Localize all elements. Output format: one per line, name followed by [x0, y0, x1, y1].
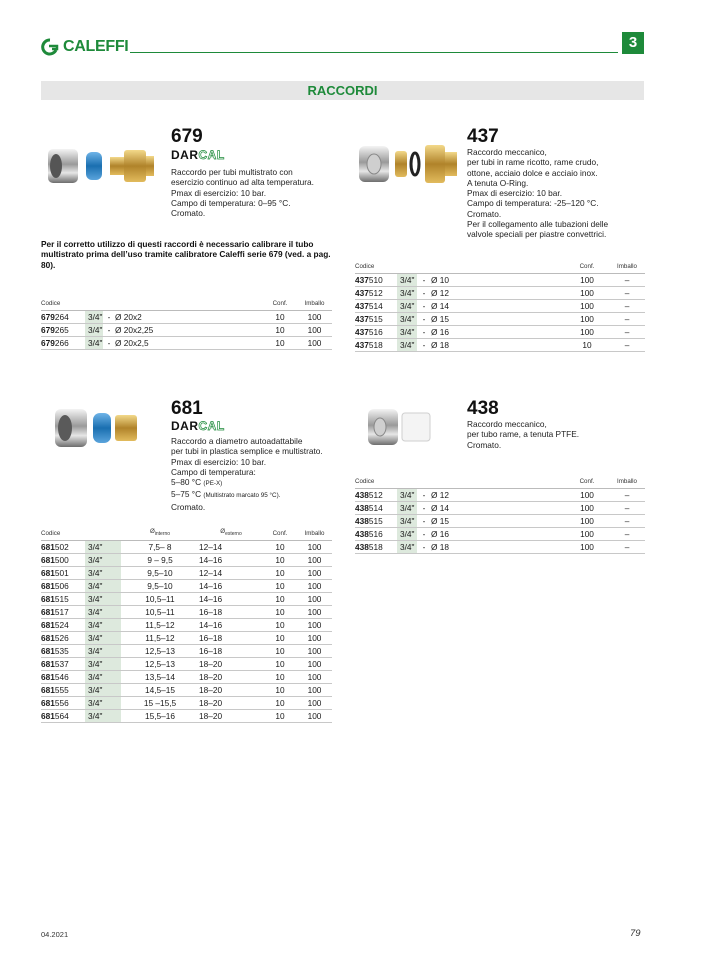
inner-diameter: 7,5– 8 [121, 541, 199, 554]
product-code: 681546 [41, 671, 85, 684]
product-code: 681535 [41, 645, 85, 658]
pipe-diameter: Ø 14 [431, 502, 565, 515]
conf-qty: 100 [565, 300, 609, 313]
imballo-qty: – [609, 502, 645, 515]
table-row [355, 287, 645, 300]
product-code: 438518 [355, 541, 397, 554]
conf-qty: 10 [263, 324, 297, 337]
imballo-qty: – [609, 339, 645, 352]
imballo-qty: – [609, 287, 645, 300]
product-code: 679265 [41, 324, 85, 337]
outer-diameter: 14–16 [199, 593, 263, 606]
product-code: 681526 [41, 632, 85, 645]
table-row [41, 554, 332, 567]
page-number: 79 [630, 928, 641, 939]
caleffi-logo [40, 38, 128, 56]
conf-qty: 10 [263, 337, 297, 350]
connection-size: 3/4" [397, 326, 417, 339]
pipe-diameter: Ø 15 [431, 515, 565, 528]
col-code: Codice [355, 478, 397, 489]
imballo-qty: – [609, 326, 645, 339]
inner-diameter: 11,5–12 [121, 632, 199, 645]
imballo-qty: 100 [297, 580, 332, 593]
col-conf: Conf. [263, 300, 297, 311]
imballo-qty: 100 [297, 619, 332, 632]
conf-qty: 100 [565, 313, 609, 326]
product-437-code: 437 [467, 126, 499, 147]
table-row [41, 710, 332, 723]
inner-diameter: 12,5–13 [121, 658, 199, 671]
connection-size: 3/4" [85, 541, 121, 554]
pipe-diameter: Ø 20x2 [115, 311, 263, 324]
section-bar [41, 81, 644, 100]
separator: - [417, 502, 431, 515]
connection-size: 3/4" [397, 300, 417, 313]
outer-diameter: 12–14 [199, 541, 263, 554]
product-679-image [46, 145, 156, 187]
table-row [355, 313, 645, 326]
inner-diameter: 14,5–15 [121, 684, 199, 697]
col-code: Codice [41, 300, 85, 311]
imballo-qty: 100 [297, 541, 332, 554]
imballo-qty: 100 [297, 632, 332, 645]
product-438-image [366, 405, 436, 449]
connection-size: 3/4" [85, 580, 121, 593]
table-row [41, 632, 332, 645]
inner-diameter: 9,5–10 [121, 567, 199, 580]
conf-qty: 100 [565, 502, 609, 515]
connection-size: 3/4" [397, 515, 417, 528]
product-681-code: 681 [171, 398, 203, 419]
product-681-image [53, 405, 143, 451]
product-code: 681502 [41, 541, 85, 554]
conf-qty: 10 [263, 671, 297, 684]
table-row [355, 489, 645, 502]
conf-qty: 10 [263, 632, 297, 645]
connection-size: 3/4" [85, 606, 121, 619]
conf-qty: 100 [565, 515, 609, 528]
product-679-table [41, 300, 332, 350]
conf-qty: 10 [263, 658, 297, 671]
pipe-diameter: Ø 14 [431, 300, 565, 313]
product-code: 681515 [41, 593, 85, 606]
table-row [41, 567, 332, 580]
table-row [355, 515, 645, 528]
inner-diameter: 13,5–14 [121, 671, 199, 684]
product-681-table [41, 528, 332, 723]
product-code: 681556 [41, 697, 85, 710]
outer-diameter: 16–18 [199, 632, 263, 645]
outer-diameter: 14–16 [199, 580, 263, 593]
connection-size: 3/4" [397, 528, 417, 541]
product-437-description: Raccordo meccanico, per tubi in rame ricotto, rame crudo, ottone, acciaio dolce e acciaio inox. A tenuta O-Ring. Pmax di esercizio: 10 bar. Campo di temperatura: -25–120 °C. Cromato. Per il collegamento alle tubazioni delle valvole speciali per piastre convettrici. [467, 147, 609, 240]
imballo-qty: 100 [297, 658, 332, 671]
inner-diameter: 9 – 9,5 [121, 554, 199, 567]
conf-qty: 10 [263, 606, 297, 619]
table-row [41, 324, 332, 337]
connection-size: 3/4" [397, 313, 417, 326]
table-row [41, 580, 332, 593]
separator: - [103, 337, 115, 350]
connection-size: 3/4" [397, 274, 417, 287]
outer-diameter: 14–16 [199, 554, 263, 567]
connection-size: 3/4" [85, 697, 121, 710]
product-438-description: Raccordo meccanico, per tubo rame, a tenuta PTFE. Cromato. [467, 419, 580, 450]
connection-size: 3/4" [85, 311, 103, 324]
col-conf: Conf. [263, 528, 297, 541]
separator: - [417, 274, 431, 287]
separator: - [417, 339, 431, 352]
product-code: 438512 [355, 489, 397, 502]
table-row [355, 300, 645, 313]
conf-qty: 100 [565, 287, 609, 300]
conf-qty: 10 [263, 580, 297, 593]
connection-size: 3/4" [85, 710, 121, 723]
conf-qty: 10 [263, 710, 297, 723]
conf-qty: 100 [565, 274, 609, 287]
conf-qty: 10 [565, 339, 609, 352]
conf-qty: 10 [263, 311, 297, 324]
inner-diameter: 12,5–13 [121, 645, 199, 658]
col-code: Codice [355, 263, 397, 274]
connection-size: 3/4" [85, 645, 121, 658]
product-438-code: 438 [467, 398, 499, 419]
product-code: 679266 [41, 337, 85, 350]
separator: - [417, 300, 431, 313]
conf-qty: 100 [565, 528, 609, 541]
conf-qty: 100 [565, 541, 609, 554]
connection-size: 3/4" [85, 567, 121, 580]
table-row [41, 645, 332, 658]
product-code: 438515 [355, 515, 397, 528]
table-row [41, 606, 332, 619]
conf-qty: 10 [263, 697, 297, 710]
table-row [41, 658, 332, 671]
product-437-image [357, 141, 462, 187]
separator: - [103, 311, 115, 324]
inner-diameter: 11,5–12 [121, 619, 199, 632]
imballo-qty: 100 [297, 311, 332, 324]
product-code: 679264 [41, 311, 85, 324]
table-row [41, 671, 332, 684]
section-title: RACCORDI [307, 83, 378, 98]
separator: - [417, 326, 431, 339]
connection-size: 3/4" [397, 502, 417, 515]
product-679-calibration-note: Per il corretto utilizzo di questi raccordi è necessario calibrare il tubo multistrato prima dell’uso tramite calibratore Caleffi serie 679 (ved. a pag. 80). [41, 239, 331, 270]
col-imballo: Imballo [609, 478, 645, 489]
conf-qty: 10 [263, 619, 297, 632]
connection-size: 3/4" [85, 593, 121, 606]
table-row [41, 337, 332, 350]
imballo-qty: 100 [297, 337, 332, 350]
connection-size: 3/4" [397, 339, 417, 352]
inner-diameter: 10,5–11 [121, 593, 199, 606]
product-438-table [355, 478, 645, 554]
brand-name: CALEFFI [63, 38, 129, 55]
table-row [355, 528, 645, 541]
product-437-table [355, 263, 645, 352]
table-row [355, 541, 645, 554]
outer-diameter: 18–20 [199, 710, 263, 723]
imballo-qty: 100 [297, 324, 332, 337]
connection-size: 3/4" [85, 684, 121, 697]
product-681-description: Raccordo a diametro autoadattabile per tubi in plastica semplice e multistrato. Pmax di esercizio: 10 bar. Campo di temperatura: 5–80 °C (PE-X) 5–75 °C (Multistrato marcato 95 °C). Cromato. [171, 436, 323, 512]
col-code: Codice [41, 528, 85, 541]
product-code: 437515 [355, 313, 397, 326]
separator: - [417, 528, 431, 541]
product-679-brand: DARCAL [171, 148, 225, 162]
product-code: 681501 [41, 567, 85, 580]
chapter-badge: 3 [622, 32, 644, 54]
imballo-qty: 100 [297, 593, 332, 606]
imballo-qty: 100 [297, 567, 332, 580]
product-code: 437514 [355, 300, 397, 313]
product-679-description: Raccordo per tubi multistrato con esercizio continuo ad alta temperatura. Pmax di esercizio: 10 bar. Campo di temperatura: 0–95 °C. Cromato. [171, 167, 314, 219]
imballo-qty: – [609, 300, 645, 313]
table-row [41, 697, 332, 710]
product-code: 437518 [355, 339, 397, 352]
footer-date: 04.2021 [41, 930, 69, 939]
pipe-diameter: Ø 18 [431, 339, 565, 352]
product-code: 681537 [41, 658, 85, 671]
connection-size: 3/4" [397, 489, 417, 502]
col-conf: Conf. [565, 263, 609, 274]
imballo-qty: 100 [297, 645, 332, 658]
imballo-qty: – [609, 528, 645, 541]
imballo-qty: – [609, 313, 645, 326]
conf-qty: 10 [263, 593, 297, 606]
conf-qty: 100 [565, 326, 609, 339]
product-code: 438516 [355, 528, 397, 541]
pipe-diameter: Ø 12 [431, 287, 565, 300]
product-code: 681506 [41, 580, 85, 593]
table-row [41, 311, 332, 324]
product-code: 681564 [41, 710, 85, 723]
imballo-qty: 100 [297, 684, 332, 697]
imballo-qty: – [609, 274, 645, 287]
table-row [41, 541, 332, 554]
connection-size: 3/4" [85, 324, 103, 337]
product-code: 681517 [41, 606, 85, 619]
outer-diameter: 12–14 [199, 567, 263, 580]
imballo-qty: – [609, 515, 645, 528]
separator: - [417, 515, 431, 528]
imballo-qty: 100 [297, 710, 332, 723]
outer-diameter: 18–20 [199, 658, 263, 671]
connection-size: 3/4" [85, 658, 121, 671]
table-row [41, 593, 332, 606]
separator: - [417, 489, 431, 502]
table-row [355, 326, 645, 339]
inner-diameter: 15 –15,5 [121, 697, 199, 710]
imballo-qty: – [609, 541, 645, 554]
conf-qty: 10 [263, 567, 297, 580]
product-code: 437512 [355, 287, 397, 300]
outer-diameter: 18–20 [199, 671, 263, 684]
pipe-diameter: Ø 20x2,5 [115, 337, 263, 350]
header-rule [130, 52, 618, 53]
conf-qty: 10 [263, 684, 297, 697]
pipe-diameter: Ø 10 [431, 274, 565, 287]
product-code: 438514 [355, 502, 397, 515]
outer-diameter: 16–18 [199, 606, 263, 619]
separator: - [417, 287, 431, 300]
imballo-qty: 100 [297, 697, 332, 710]
imballo-qty: 100 [297, 606, 332, 619]
inner-diameter: 15,5–16 [121, 710, 199, 723]
table-row [355, 339, 645, 352]
table-row [355, 274, 645, 287]
pipe-diameter: Ø 16 [431, 528, 565, 541]
separator: - [417, 313, 431, 326]
table-row [41, 684, 332, 697]
imballo-qty: 100 [297, 671, 332, 684]
inner-diameter: 10,5–11 [121, 606, 199, 619]
product-code: 681500 [41, 554, 85, 567]
separator: - [417, 541, 431, 554]
conf-qty: 100 [565, 489, 609, 502]
inner-diameter: 9,5–10 [121, 580, 199, 593]
col-imballo: Imballo [609, 263, 645, 274]
pipe-diameter: Ø 18 [431, 541, 565, 554]
connection-size: 3/4" [85, 554, 121, 567]
product-code: 681555 [41, 684, 85, 697]
separator: - [103, 324, 115, 337]
conf-qty: 10 [263, 645, 297, 658]
product-code: 437516 [355, 326, 397, 339]
outer-diameter: 18–20 [199, 697, 263, 710]
pipe-diameter: Ø 20x2,25 [115, 324, 263, 337]
connection-size: 3/4" [85, 632, 121, 645]
pipe-diameter: Ø 12 [431, 489, 565, 502]
connection-size: 3/4" [397, 287, 417, 300]
conf-qty: 10 [263, 554, 297, 567]
col-imballo: Imballo [297, 300, 332, 311]
imballo-qty: 100 [297, 554, 332, 567]
product-679-code: 679 [171, 126, 203, 147]
col-conf: Conf. [565, 478, 609, 489]
product-code: 681524 [41, 619, 85, 632]
outer-diameter: 16–18 [199, 645, 263, 658]
outer-diameter: 14–16 [199, 619, 263, 632]
connection-size: 3/4" [85, 671, 121, 684]
connection-size: 3/4" [397, 541, 417, 554]
col-o-esterno: $Ø_{esterno}$ [199, 528, 263, 541]
table-row [355, 502, 645, 515]
pipe-diameter: Ø 16 [431, 326, 565, 339]
caleffi-logo-icon [40, 38, 60, 56]
col-o-interno: $Ø_{interno}$ [121, 528, 199, 541]
product-681-brand: DARCAL [171, 419, 225, 433]
table-row [41, 619, 332, 632]
conf-qty: 10 [263, 541, 297, 554]
connection-size: 3/4" [85, 337, 103, 350]
product-code: 437510 [355, 274, 397, 287]
imballo-qty: – [609, 489, 645, 502]
col-imballo: Imballo [297, 528, 332, 541]
connection-size: 3/4" [85, 619, 121, 632]
outer-diameter: 18–20 [199, 684, 263, 697]
pipe-diameter: Ø 15 [431, 313, 565, 326]
